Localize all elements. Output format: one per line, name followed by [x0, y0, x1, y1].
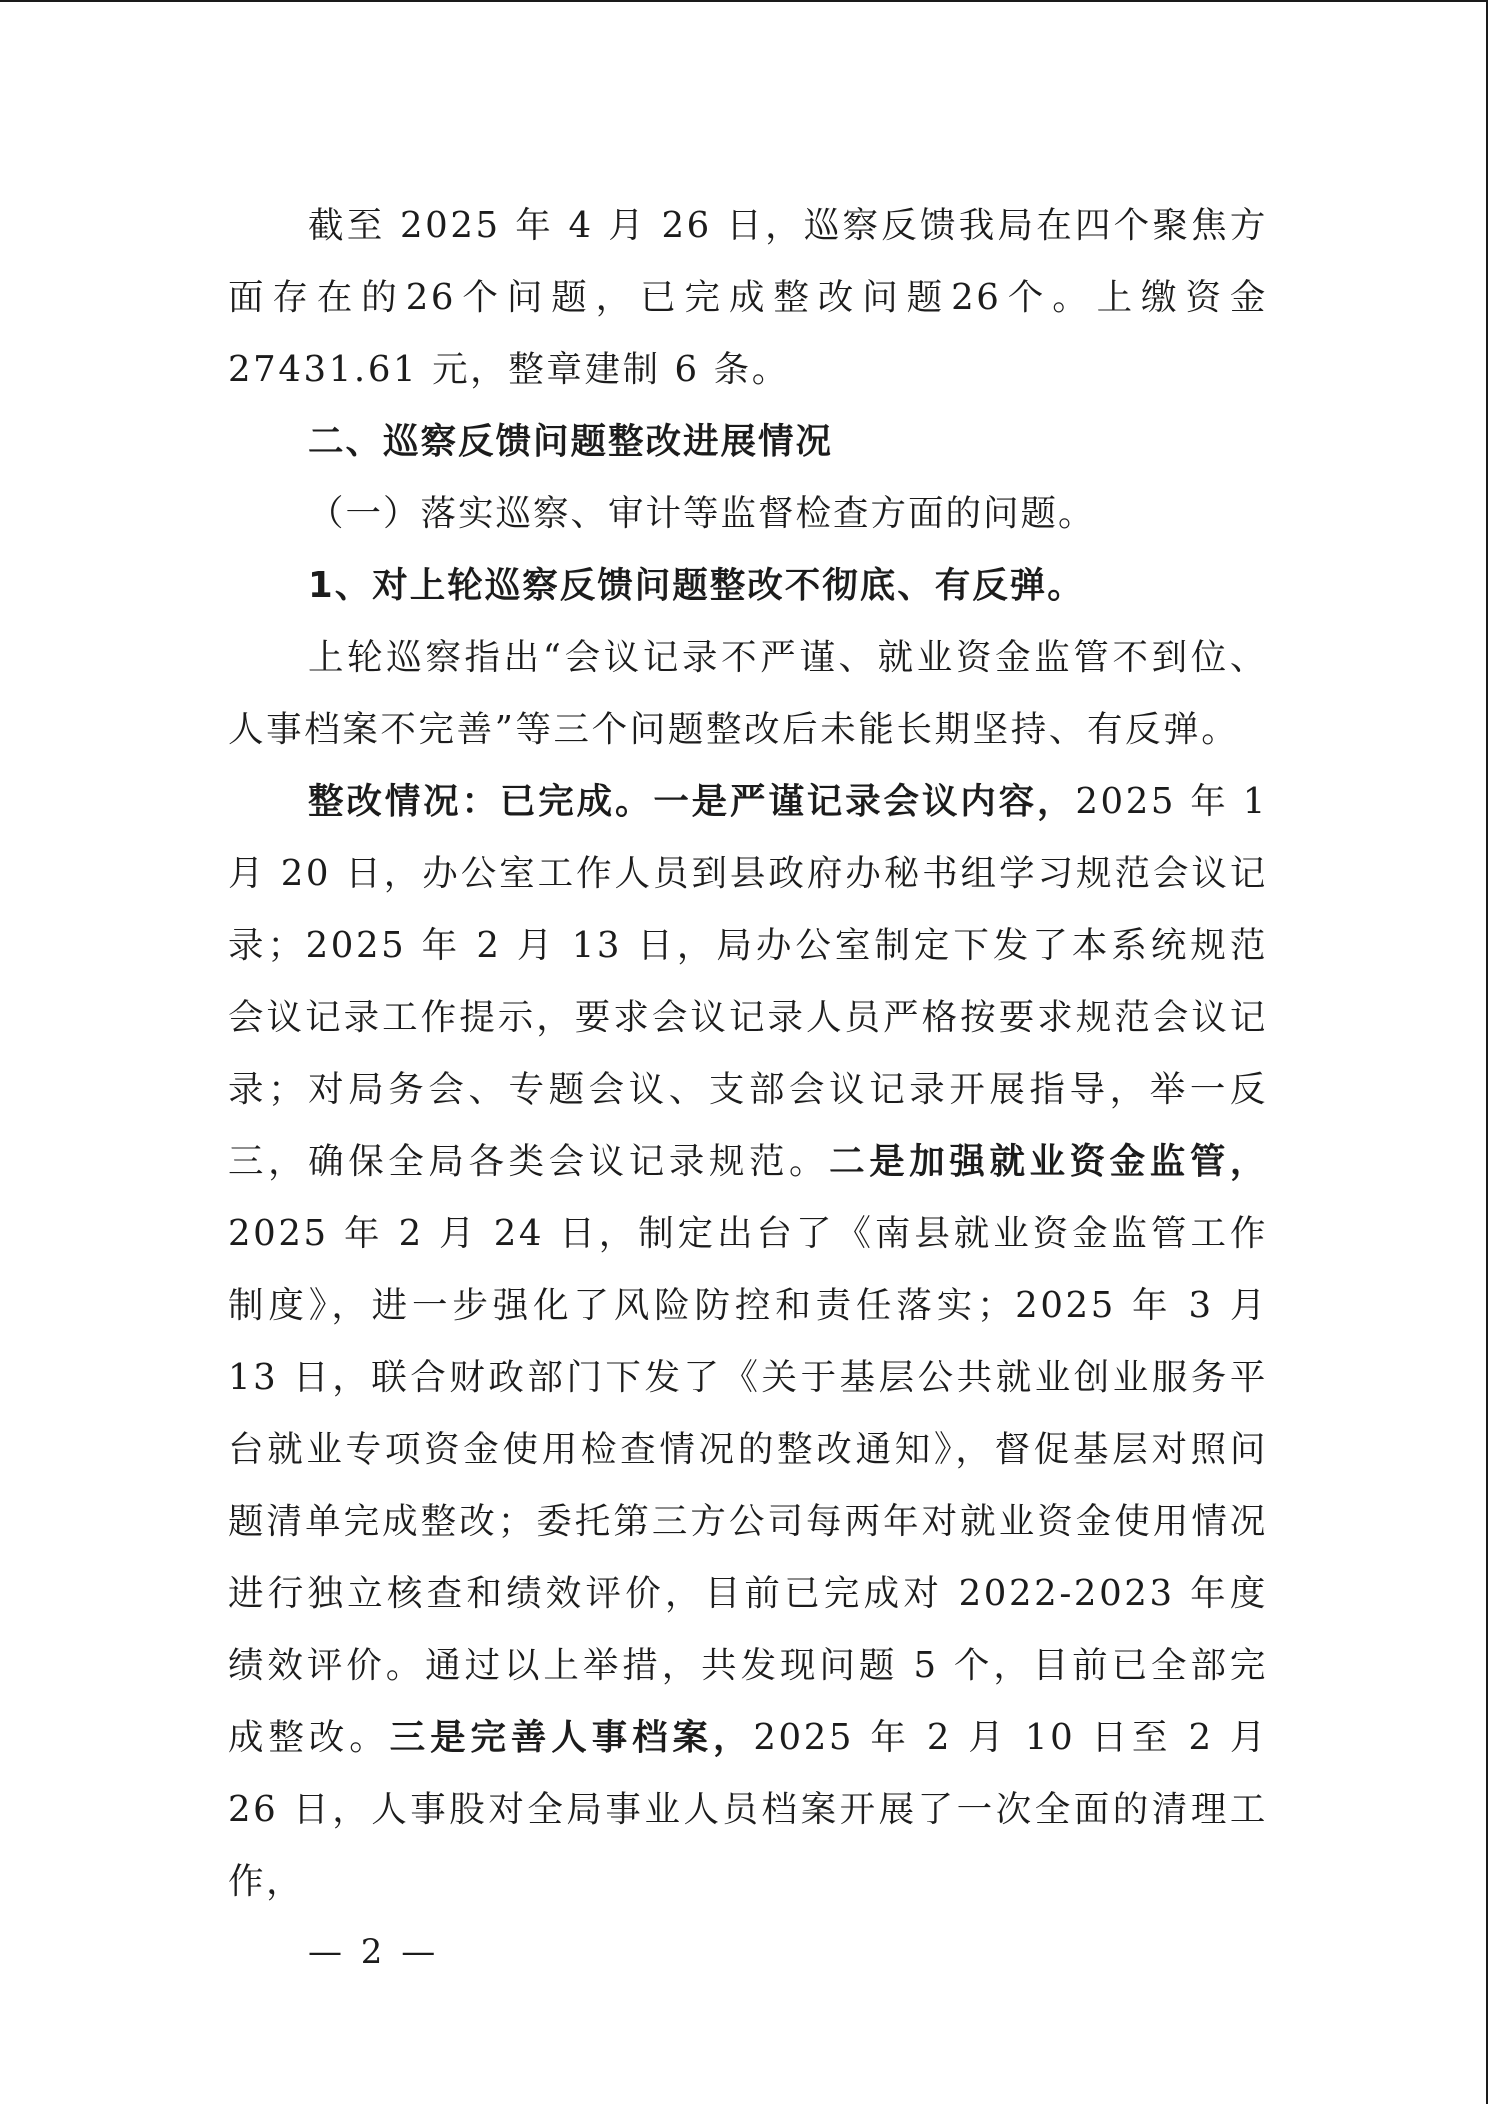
rectification-text-2: 2025 年 2 月 24 日，制定出台了《南县就业资金监管工作制度》，进一步强化了风险防控和责任落实；2025 年 3 月 13 日，联合财政部门下发了《关于基层公共就业创业服务平台就业专项资金使用检查情况的整改通知》，督促基层对照问题清单完成整改；委托第三方公司每两年对就业资金使用情况进行独立核查和绩效评价，目前已完成对 2022-2023 年度绩效评价。通过以上举措，共发现问题 5 个，目前已全部完成整改。 — [228, 1213, 1268, 1758]
section-heading: 二、巡察反馈问题整改进展情况 — [308, 421, 834, 462]
rectification-text-3: 2025 年 2 月 10 日至 2 月 26 日，人事股对全局事业人员档案开展了一次全面的清理工作， — [228, 1717, 1268, 1902]
subsection-heading: （一）落实巡察、审计等监督检查方面的问题。 — [308, 493, 1096, 534]
paragraph-issue: 上轮巡察指出“会议记录不严谨、就业资金监管不到位、人事档案不完善”等三个问题整改后未能长期坚持、有反弹。 — [228, 637, 1268, 750]
measure-three-bold: 三是完善人事档案， — [389, 1717, 754, 1758]
rectification-text-1: 2025 年 1 月 20 日，办公室工作人员到县政府办秘书组学习规范会议记录；2025 年 2 月 13 日，局办公室制定下发了本系统规范会议记录工作提示，要求会议记录人员严格按要求规范会议记录；对局务会、专题会议、支部会议记录开展指导，举一反三，确保全局各类会议记录规范。 — [228, 781, 1268, 1182]
page-number: — 2 — — [308, 1932, 440, 1972]
paragraph-summary: 截至 2025 年 4 月 26 日，巡察反馈我局在四个聚焦方面存在的26个问题，已完成整改问题26个。上缴资金 27431.61 元，整章建制 6 条。 — [228, 205, 1268, 390]
rectification-status-bold: 整改情况：已完成。一是严谨记录会议内容， — [308, 781, 1076, 822]
measure-two-bold: 二是加强就业资金监管， — [829, 1141, 1268, 1182]
document-body — [228, 190, 1268, 1918]
paragraph-rectification — [228, 766, 1268, 1918]
item-heading: 1、对上轮巡察反馈问题整改不彻底、有反弹。 — [308, 565, 1085, 606]
